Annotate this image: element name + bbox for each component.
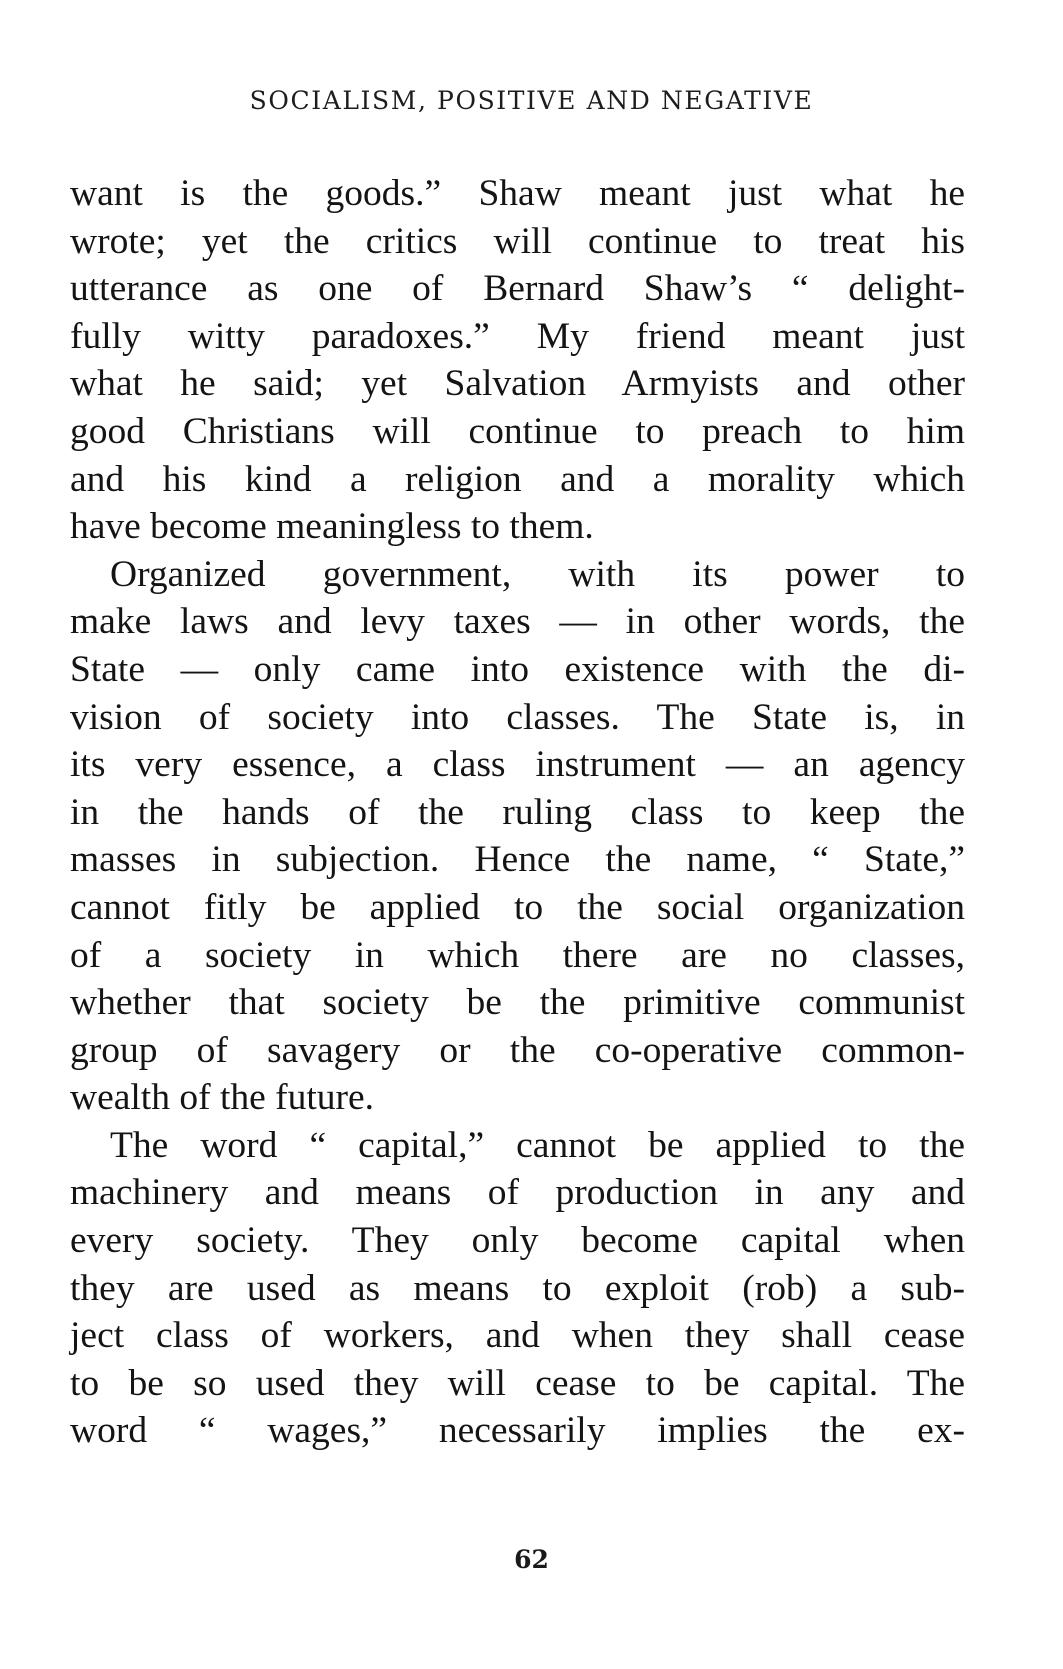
text-line: ject class of workers, and when they shall cease	[70, 1315, 965, 1357]
text-line: vision of society into classes. The State is, in	[70, 696, 965, 738]
text-line: machinery and means of production in any and	[70, 1172, 965, 1214]
text-line: of a society in which there are no classes,	[70, 934, 965, 976]
text-line: what he said; yet Salvation Armyists and other	[70, 363, 965, 405]
text-line: fully witty paradoxes.” My friend meant just	[70, 315, 965, 357]
running-head: SOCIALISM, POSITIVE AND NEGATIVE	[249, 86, 814, 115]
text-line: make laws and levy taxes — in other words, the	[70, 601, 965, 643]
paragraph	[70, 1122, 965, 1455]
text-line: The word “ capital,” cannot be applied to the	[110, 1124, 965, 1166]
text-line: Organized government, with its power to	[110, 553, 965, 595]
text-line: in the hands of the ruling class to keep the	[70, 791, 965, 833]
text-line: every society. They only become capital when	[70, 1220, 965, 1262]
text-line: utterance as one of Bernard Shaw’s “ delight-	[70, 268, 965, 310]
text-line: cannot fitly be applied to the social organization	[70, 886, 965, 928]
text-line: whether that society be the primitive communist	[70, 982, 965, 1024]
text-line: group of savagery or the co-operative common-	[70, 1029, 965, 1071]
text-line: wrote; yet the critics will continue to treat his	[70, 220, 965, 262]
text-line: good Christians will continue to preach to him	[70, 410, 965, 452]
body-text	[70, 170, 965, 1455]
text-line: masses in subjection. Hence the name, “ State,”	[70, 839, 965, 881]
paragraph	[70, 551, 965, 1122]
text-line: its very essence, a class instrument — an agency	[70, 744, 965, 786]
text-line: and his kind a religion and a morality which	[70, 458, 965, 500]
paragraph	[70, 170, 965, 551]
page-number: 62	[514, 1545, 549, 1574]
text-line: they are used as means to exploit (rob) a sub-	[70, 1267, 965, 1309]
text-line: word “ wages,” necessarily implies the ex-	[70, 1410, 965, 1452]
text-line: want is the goods.” Shaw meant just what he	[70, 173, 965, 214]
text-line: to be so used they will cease to be capital. The	[70, 1362, 965, 1404]
text-line: have become meaningless to them.	[70, 506, 594, 548]
text-line: wealth of the future.	[70, 1077, 375, 1119]
text-line: State — only came into existence with the di-	[70, 648, 965, 690]
